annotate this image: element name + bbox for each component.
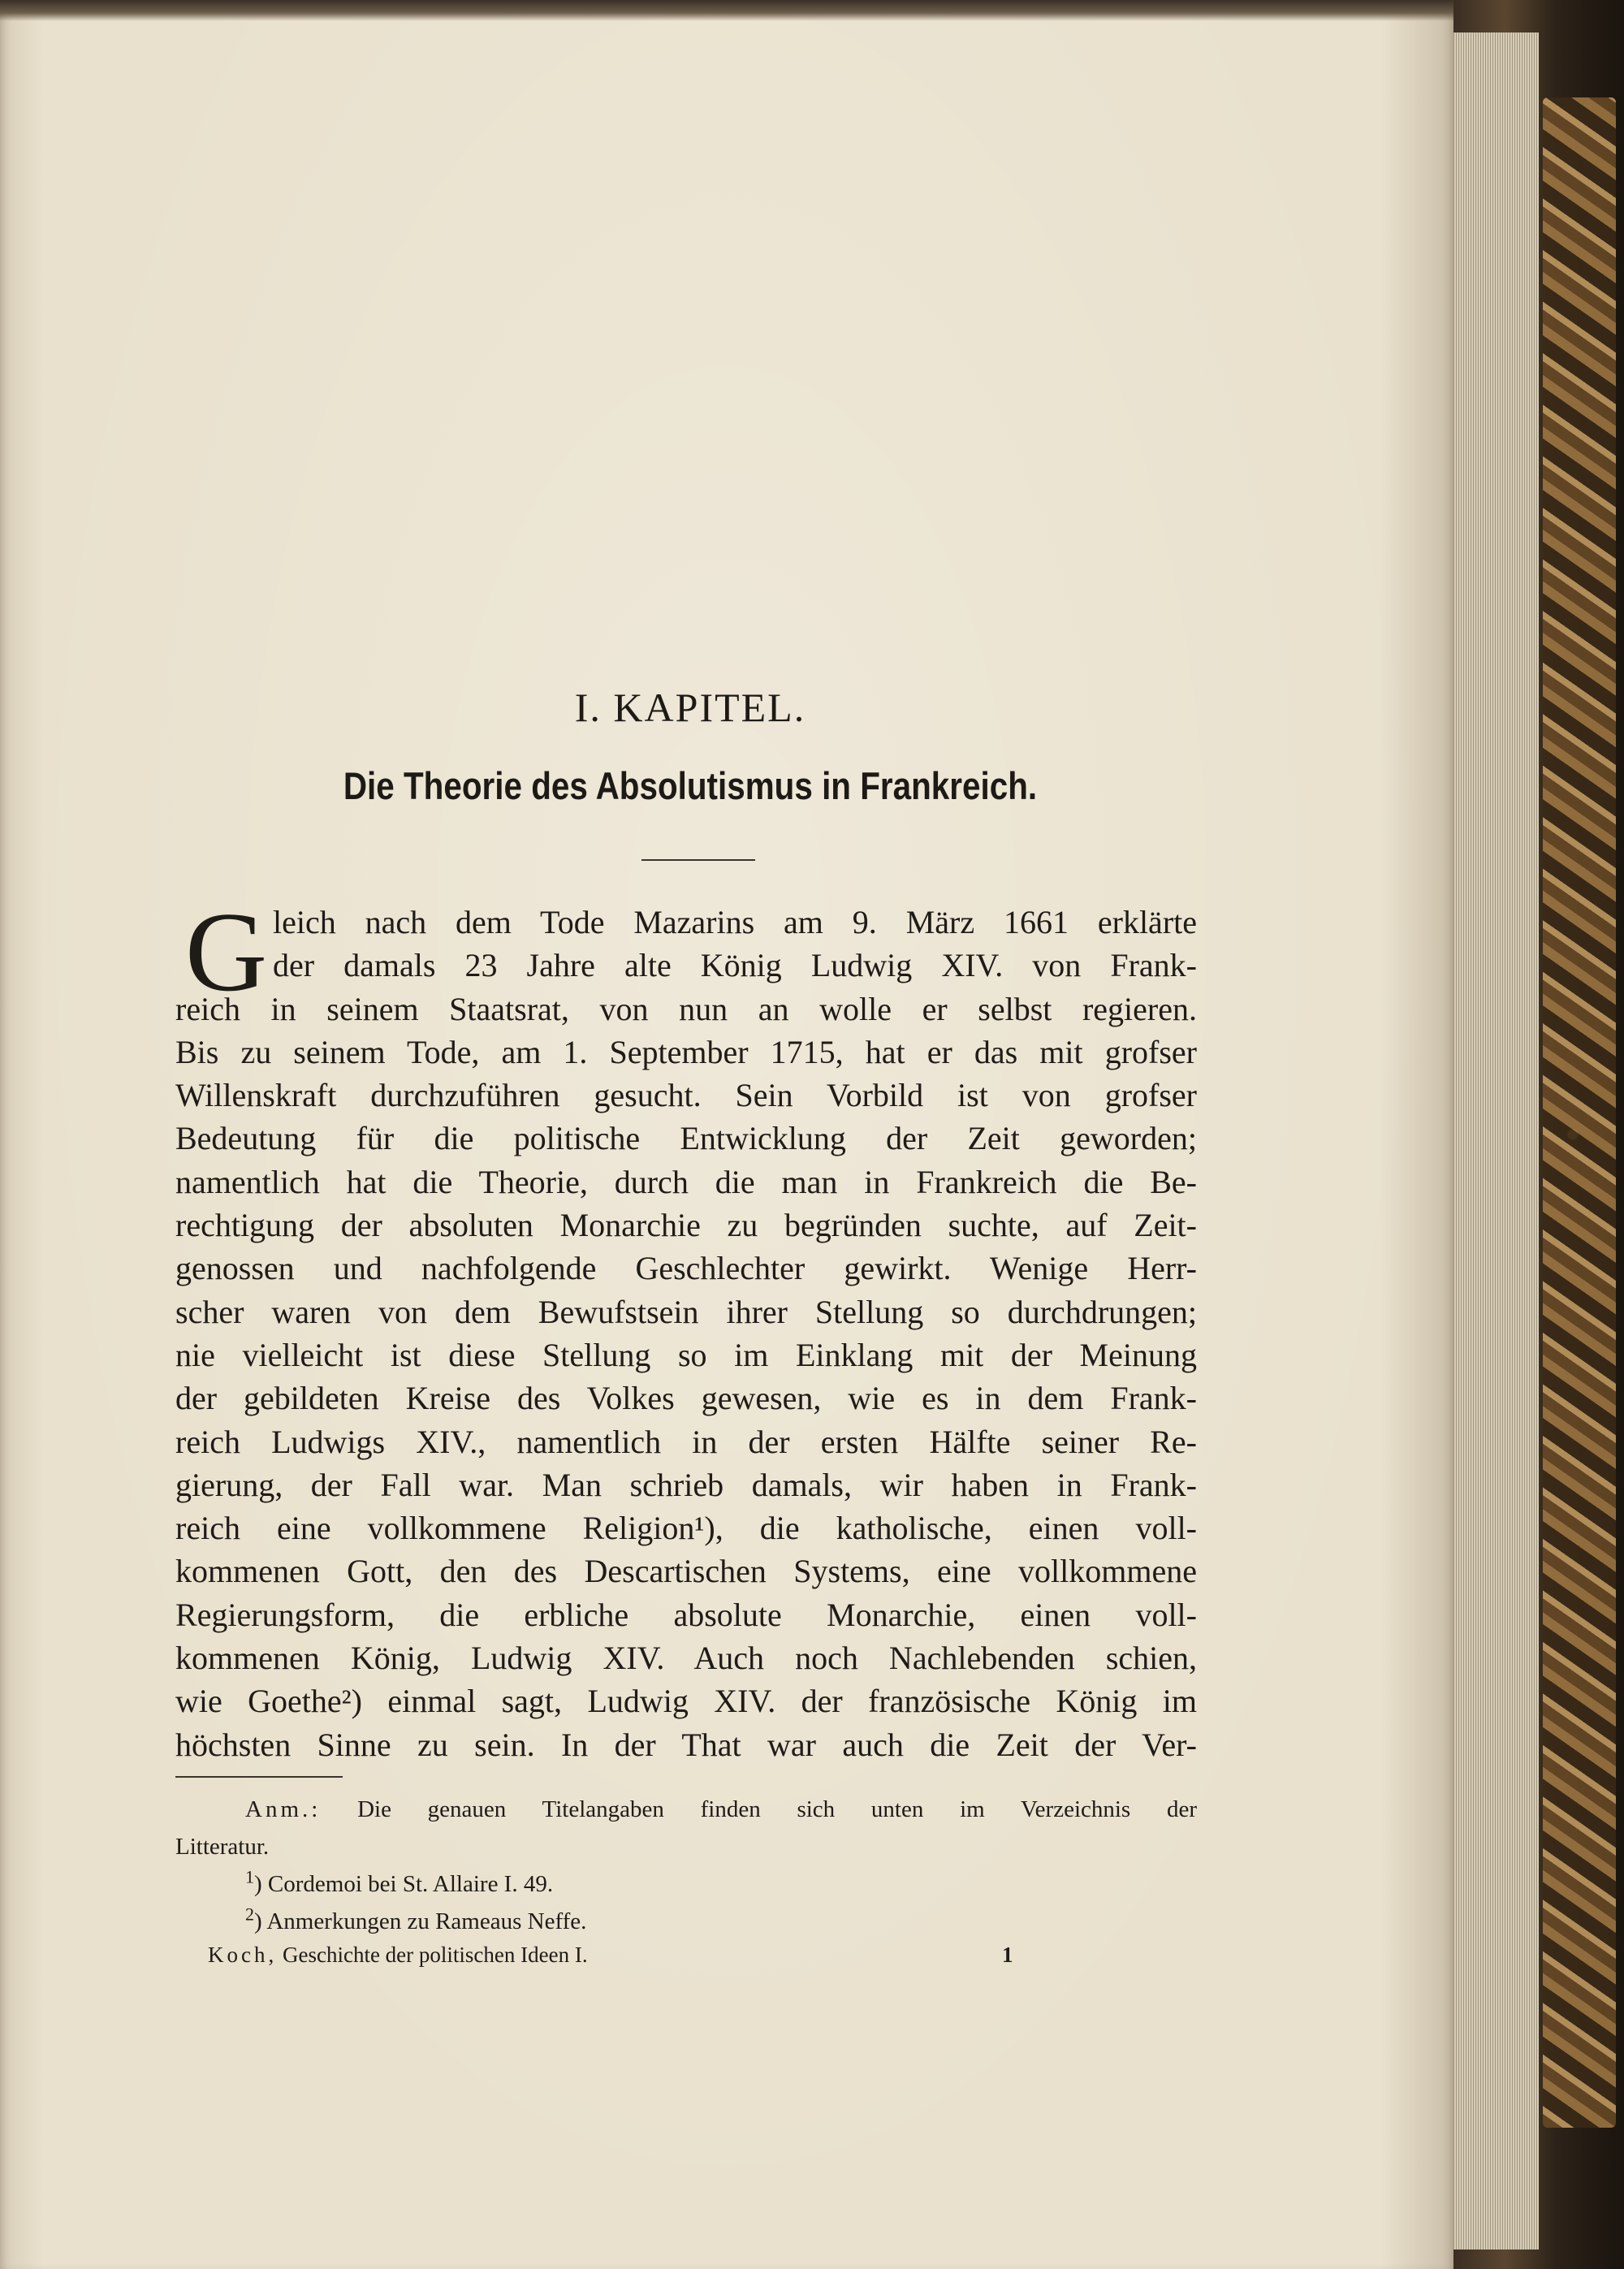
text-line: reich eine vollkommene Religion¹), die katholische, einen voll- xyxy=(175,1510,1197,1547)
text-line: wie Goethe²) einmal sagt, Ludwig XIV. der französische König im xyxy=(175,1683,1197,1720)
text-line: höchsten Sinne zu sein. In der That war auch die Zeit der Ver- xyxy=(175,1726,1197,1763)
page-edges xyxy=(1447,32,1539,2250)
chapter-title: Die Theorie des Absolutismus in Frankreich. xyxy=(343,764,1038,807)
title-divider xyxy=(641,859,755,861)
text-line: reich in seinem Staatsrat, von nun an wolle er selbst regieren. xyxy=(175,990,1197,1027)
signature-author: Koch, xyxy=(208,1943,278,1967)
text-line: Bedeutung für die politische Entwicklung der Zeit geworden; xyxy=(175,1120,1197,1157)
footnote-2-number: 2 xyxy=(245,1904,254,1925)
footnote-1-number: 1 xyxy=(245,1866,254,1887)
drop-cap: G xyxy=(185,889,268,1015)
footnote-2-text: Anmerkungen zu Rameaus Neffe. xyxy=(266,1908,587,1934)
signature-mark: 1 xyxy=(1002,1943,1013,1967)
text-line: leich nach dem Tode Mazarins am 9. März 1661 erklärte xyxy=(273,904,1197,940)
text-line: der damals 23 Jahre alte König Ludwig XIV. von Frank- xyxy=(273,947,1197,984)
text-line: Regierungsform, die erbliche absolute Monarchie, einen voll- xyxy=(175,1596,1197,1633)
text-line: reich Ludwigs XIV., namentlich in der ersten Hälfte seiner Re- xyxy=(175,1423,1197,1460)
text-line: gierung, der Fall war. Man schrieb damals, wir haben in Frank- xyxy=(175,1466,1197,1503)
footnotes xyxy=(175,1791,1197,1940)
anm-text: Die genauen Titelangaben finden sich unten im Verzeichnis der xyxy=(357,1796,1197,1822)
footnote-divider xyxy=(175,1776,343,1778)
text-line: Bis zu seinem Tode, am 1. September 1715, hat er das mit grofser xyxy=(175,1033,1197,1070)
text-line: rechtigung der absoluten Monarchie zu begründen suchte, auf Zeit- xyxy=(175,1207,1197,1244)
footnote-1-text: Cordemoi bei St. Allaire I. 49. xyxy=(267,1871,554,1897)
text-line: nie vielleicht ist diese Stellung so im Einklang mit der Meinung xyxy=(175,1336,1197,1373)
footnote-1: $^1$) Cordemoi bei St. Allaire I. 49. xyxy=(245,1866,554,1897)
text-line: Willenskraft durchzuführen gesucht. Sein Vorbild ist von grofser xyxy=(175,1077,1197,1114)
text-line: kommenen König, Ludwig XIV. Auch noch Nachlebenden schien, xyxy=(175,1640,1197,1677)
text-line: scher waren von dem Bewufstsein ihrer Stellung so durchdrungen; xyxy=(175,1293,1197,1330)
marbled-edge xyxy=(1543,97,1616,2128)
text-line: genossen und nachfolgende Geschlechter gewirkt. Wenige Herr- xyxy=(175,1250,1197,1287)
footnote-anm xyxy=(175,1791,1197,1828)
footnote-anm-continued: Litteratur. xyxy=(175,1834,270,1860)
page-top-shadow xyxy=(0,0,1453,21)
printer-signature xyxy=(208,1943,1028,1968)
anm-label: Anm.: xyxy=(245,1796,322,1822)
text-line: kommenen Gott, den des Descartischen Systems, eine vollkommene xyxy=(175,1553,1197,1590)
chapter-heading: I. KAPITEL. xyxy=(574,685,806,730)
text-line: namentlich hat die Theorie, durch die man in Frankreich die Be- xyxy=(175,1163,1197,1200)
footnote-2: $^2$) Anmerkungen zu Rameaus Neffe. xyxy=(245,1904,587,1934)
body-text xyxy=(175,889,1197,1766)
text-line: der gebildeten Kreise des Volkes gewesen, wie es in dem Frank- xyxy=(175,1380,1197,1417)
signature-work: Geschichte der politischen Ideen I. xyxy=(282,1943,588,1967)
